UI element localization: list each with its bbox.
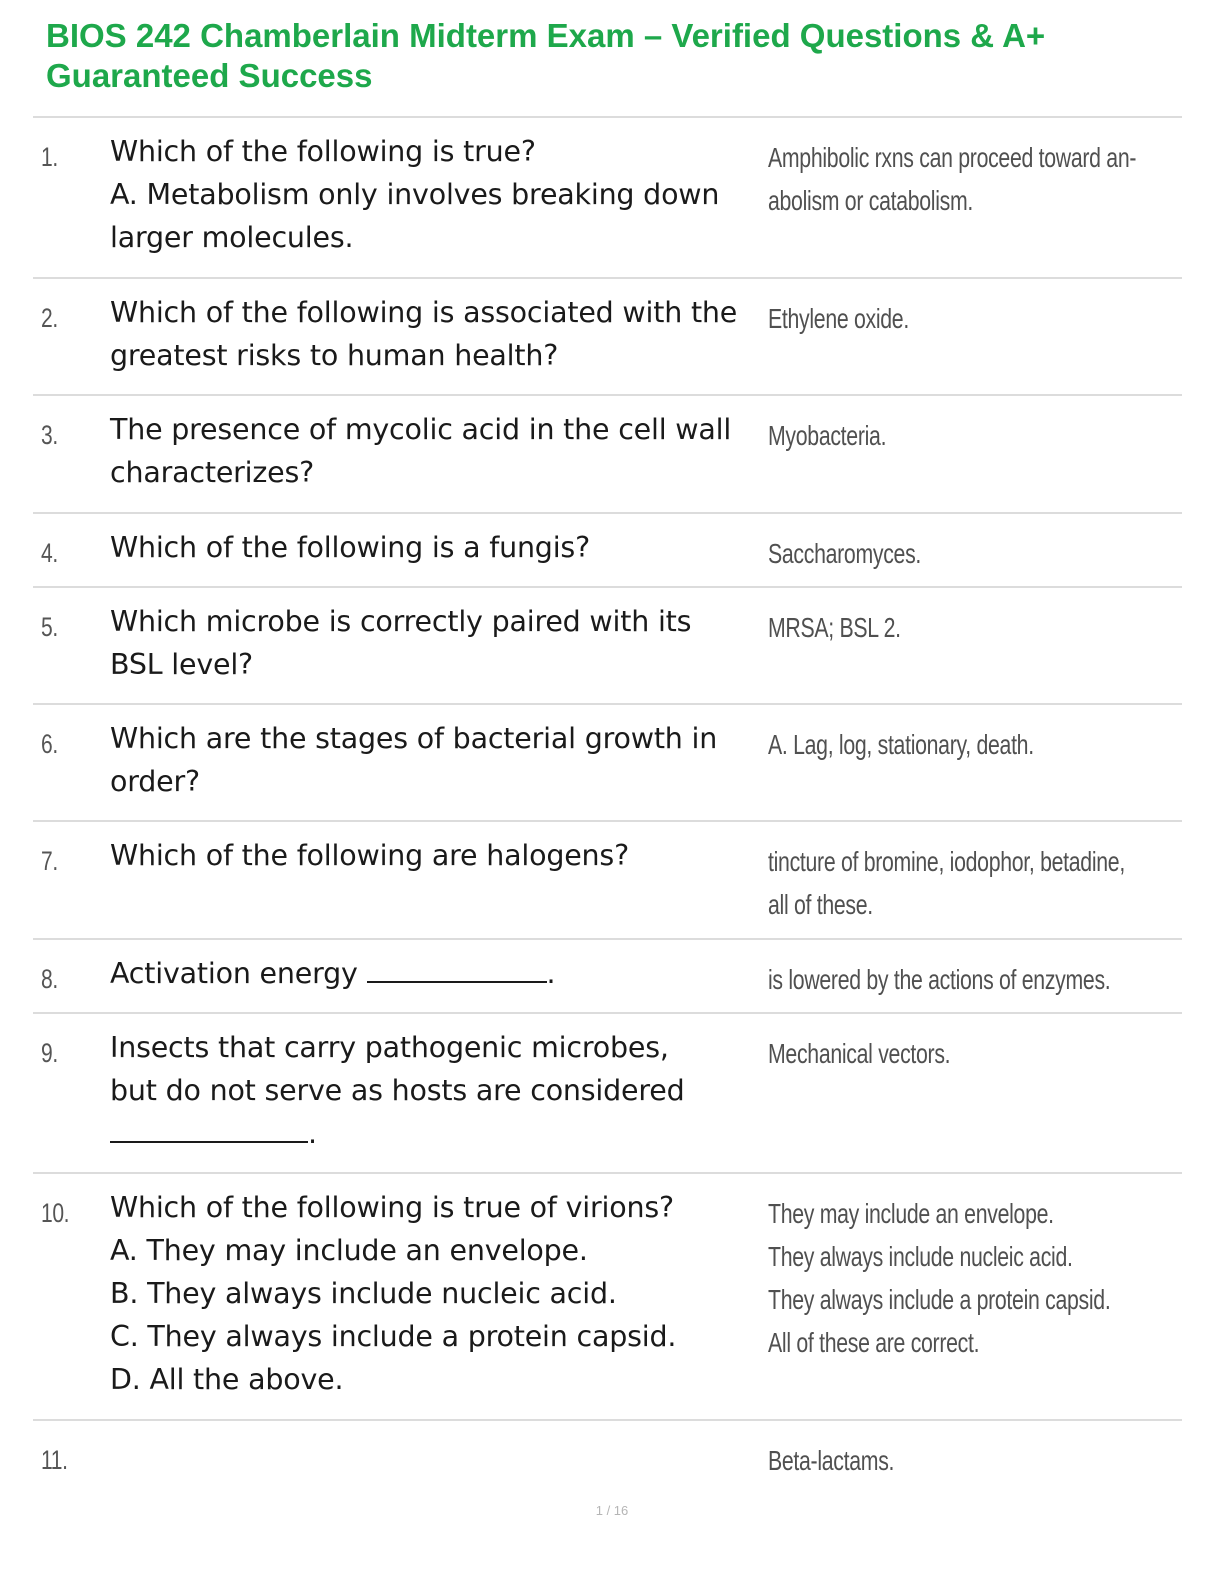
question-text bbox=[110, 1026, 760, 1155]
page-title-line: BIOS 242 Chamberlain Midterm Exam – Verified Questions & A+ bbox=[46, 17, 1046, 54]
question-row-7 bbox=[33, 822, 1182, 940]
fill-in-blank bbox=[367, 980, 547, 983]
answer-text bbox=[768, 136, 1163, 222]
question-line bbox=[110, 952, 760, 995]
answer-line: Mechanical vectors. bbox=[768, 1038, 951, 1069]
question-line: B. They always include nucleic acid. bbox=[110, 1277, 617, 1310]
page-title-line: Guaranteed Success bbox=[46, 57, 373, 94]
question-number: 8. bbox=[41, 964, 58, 994]
answer-line: A. Lag, log, stationary, death. bbox=[768, 729, 1034, 760]
question-text bbox=[110, 1186, 760, 1401]
question-line: Which of the following is true? bbox=[110, 135, 536, 168]
answer-line: abolism or catabolism. bbox=[768, 185, 974, 216]
question-line: Which microbe is correctly paired with its bbox=[110, 605, 692, 638]
question-line bbox=[110, 1112, 760, 1155]
question-number: 9. bbox=[41, 1038, 58, 1068]
answer-line: All of these are correct. bbox=[768, 1327, 980, 1358]
question-suffix: . bbox=[308, 1117, 317, 1150]
question-number: 5. bbox=[41, 612, 58, 642]
answer-text bbox=[768, 297, 1163, 340]
answer-line: is lowered by the actions of enzymes. bbox=[768, 964, 1111, 995]
question-row-6 bbox=[33, 705, 1182, 822]
question-text bbox=[110, 526, 760, 569]
answer-text bbox=[768, 414, 1163, 457]
answer-line: tincture of bromine, iodophor, betadine, bbox=[768, 846, 1125, 877]
question-prefix: Activation energy bbox=[110, 957, 367, 990]
question-line: Insects that carry pathogenic microbes, bbox=[110, 1031, 669, 1064]
question-row-8 bbox=[33, 940, 1182, 1014]
answer-line: They always include a protein capsid. bbox=[768, 1284, 1111, 1315]
question-row-10 bbox=[33, 1174, 1182, 1421]
question-text bbox=[110, 834, 760, 877]
question-row-5 bbox=[33, 588, 1182, 705]
question-line: characterizes? bbox=[110, 456, 315, 489]
question-line: larger molecules. bbox=[110, 221, 354, 254]
question-line: Which of the following are halogens? bbox=[110, 839, 629, 872]
answer-text bbox=[768, 958, 1163, 1001]
question-number: 2. bbox=[41, 303, 58, 333]
answer-line: Saccharomyces. bbox=[768, 538, 922, 569]
question-line: The presence of mycolic acid in the cell wall bbox=[110, 413, 732, 446]
question-number: 3. bbox=[41, 420, 58, 450]
question-row-2 bbox=[33, 279, 1182, 396]
question-text bbox=[110, 130, 760, 259]
question-line: greatest risks to human health? bbox=[110, 339, 559, 372]
question-suffix: . bbox=[546, 957, 556, 990]
question-number: 1. bbox=[41, 142, 58, 172]
answer-line: Beta-lactams. bbox=[768, 1445, 895, 1476]
answer-text bbox=[768, 1192, 1163, 1364]
answer-line: MRSA; BSL 2. bbox=[768, 612, 901, 643]
question-text bbox=[110, 952, 760, 995]
question-line: C. They always include a protein capsid. bbox=[110, 1320, 677, 1353]
question-number: 6. bbox=[41, 729, 58, 759]
answer-text bbox=[768, 840, 1163, 926]
question-number: 10. bbox=[41, 1198, 70, 1228]
question-line: Which are the stages of bacterial growth in bbox=[110, 722, 718, 755]
answer-text bbox=[768, 723, 1163, 766]
question-line: order? bbox=[110, 765, 200, 798]
answer-line: Ethylene oxide. bbox=[768, 303, 909, 334]
question-line: Which of the following is a fungis? bbox=[110, 531, 590, 564]
question-line: BSL level? bbox=[110, 648, 253, 681]
question-row-11 bbox=[33, 1421, 1182, 1501]
page-title bbox=[46, 16, 1176, 96]
page-number: 1 / 16 bbox=[595, 1503, 629, 1518]
answer-text bbox=[768, 1439, 1163, 1482]
question-row-1 bbox=[33, 118, 1182, 279]
question-number: 4. bbox=[41, 538, 58, 568]
answer-line: Myobacteria. bbox=[768, 420, 887, 451]
answer-text bbox=[768, 606, 1163, 649]
question-text bbox=[110, 600, 760, 686]
question-line: but do not serve as hosts are considered bbox=[110, 1074, 685, 1107]
question-answer-list bbox=[33, 116, 1182, 1501]
answer-line: all of these. bbox=[768, 889, 873, 920]
question-line: A. They may include an envelope. bbox=[110, 1234, 588, 1267]
question-row-9 bbox=[33, 1014, 1182, 1174]
fill-in-blank bbox=[110, 1140, 308, 1143]
question-number: 11. bbox=[41, 1445, 68, 1475]
question-number: 7. bbox=[41, 846, 58, 876]
question-text bbox=[110, 291, 760, 377]
question-line: A. Metabolism only involves breaking down bbox=[110, 178, 720, 211]
answer-line: Amphibolic rxns can proceed toward an- bbox=[768, 142, 1137, 173]
question-row-4 bbox=[33, 514, 1182, 588]
question-row-3 bbox=[33, 396, 1182, 514]
answer-line: They may include an envelope. bbox=[768, 1198, 1054, 1229]
answer-line: They always include nucleic acid. bbox=[768, 1241, 1073, 1272]
question-line: D. All the above. bbox=[110, 1363, 344, 1396]
question-text bbox=[110, 408, 760, 494]
question-line: Which of the following is true of virions? bbox=[110, 1191, 674, 1224]
question-text bbox=[110, 717, 760, 803]
answer-text bbox=[768, 1032, 1163, 1075]
answer-text bbox=[768, 532, 1163, 575]
question-line: Which of the following is associated with the bbox=[110, 296, 738, 329]
